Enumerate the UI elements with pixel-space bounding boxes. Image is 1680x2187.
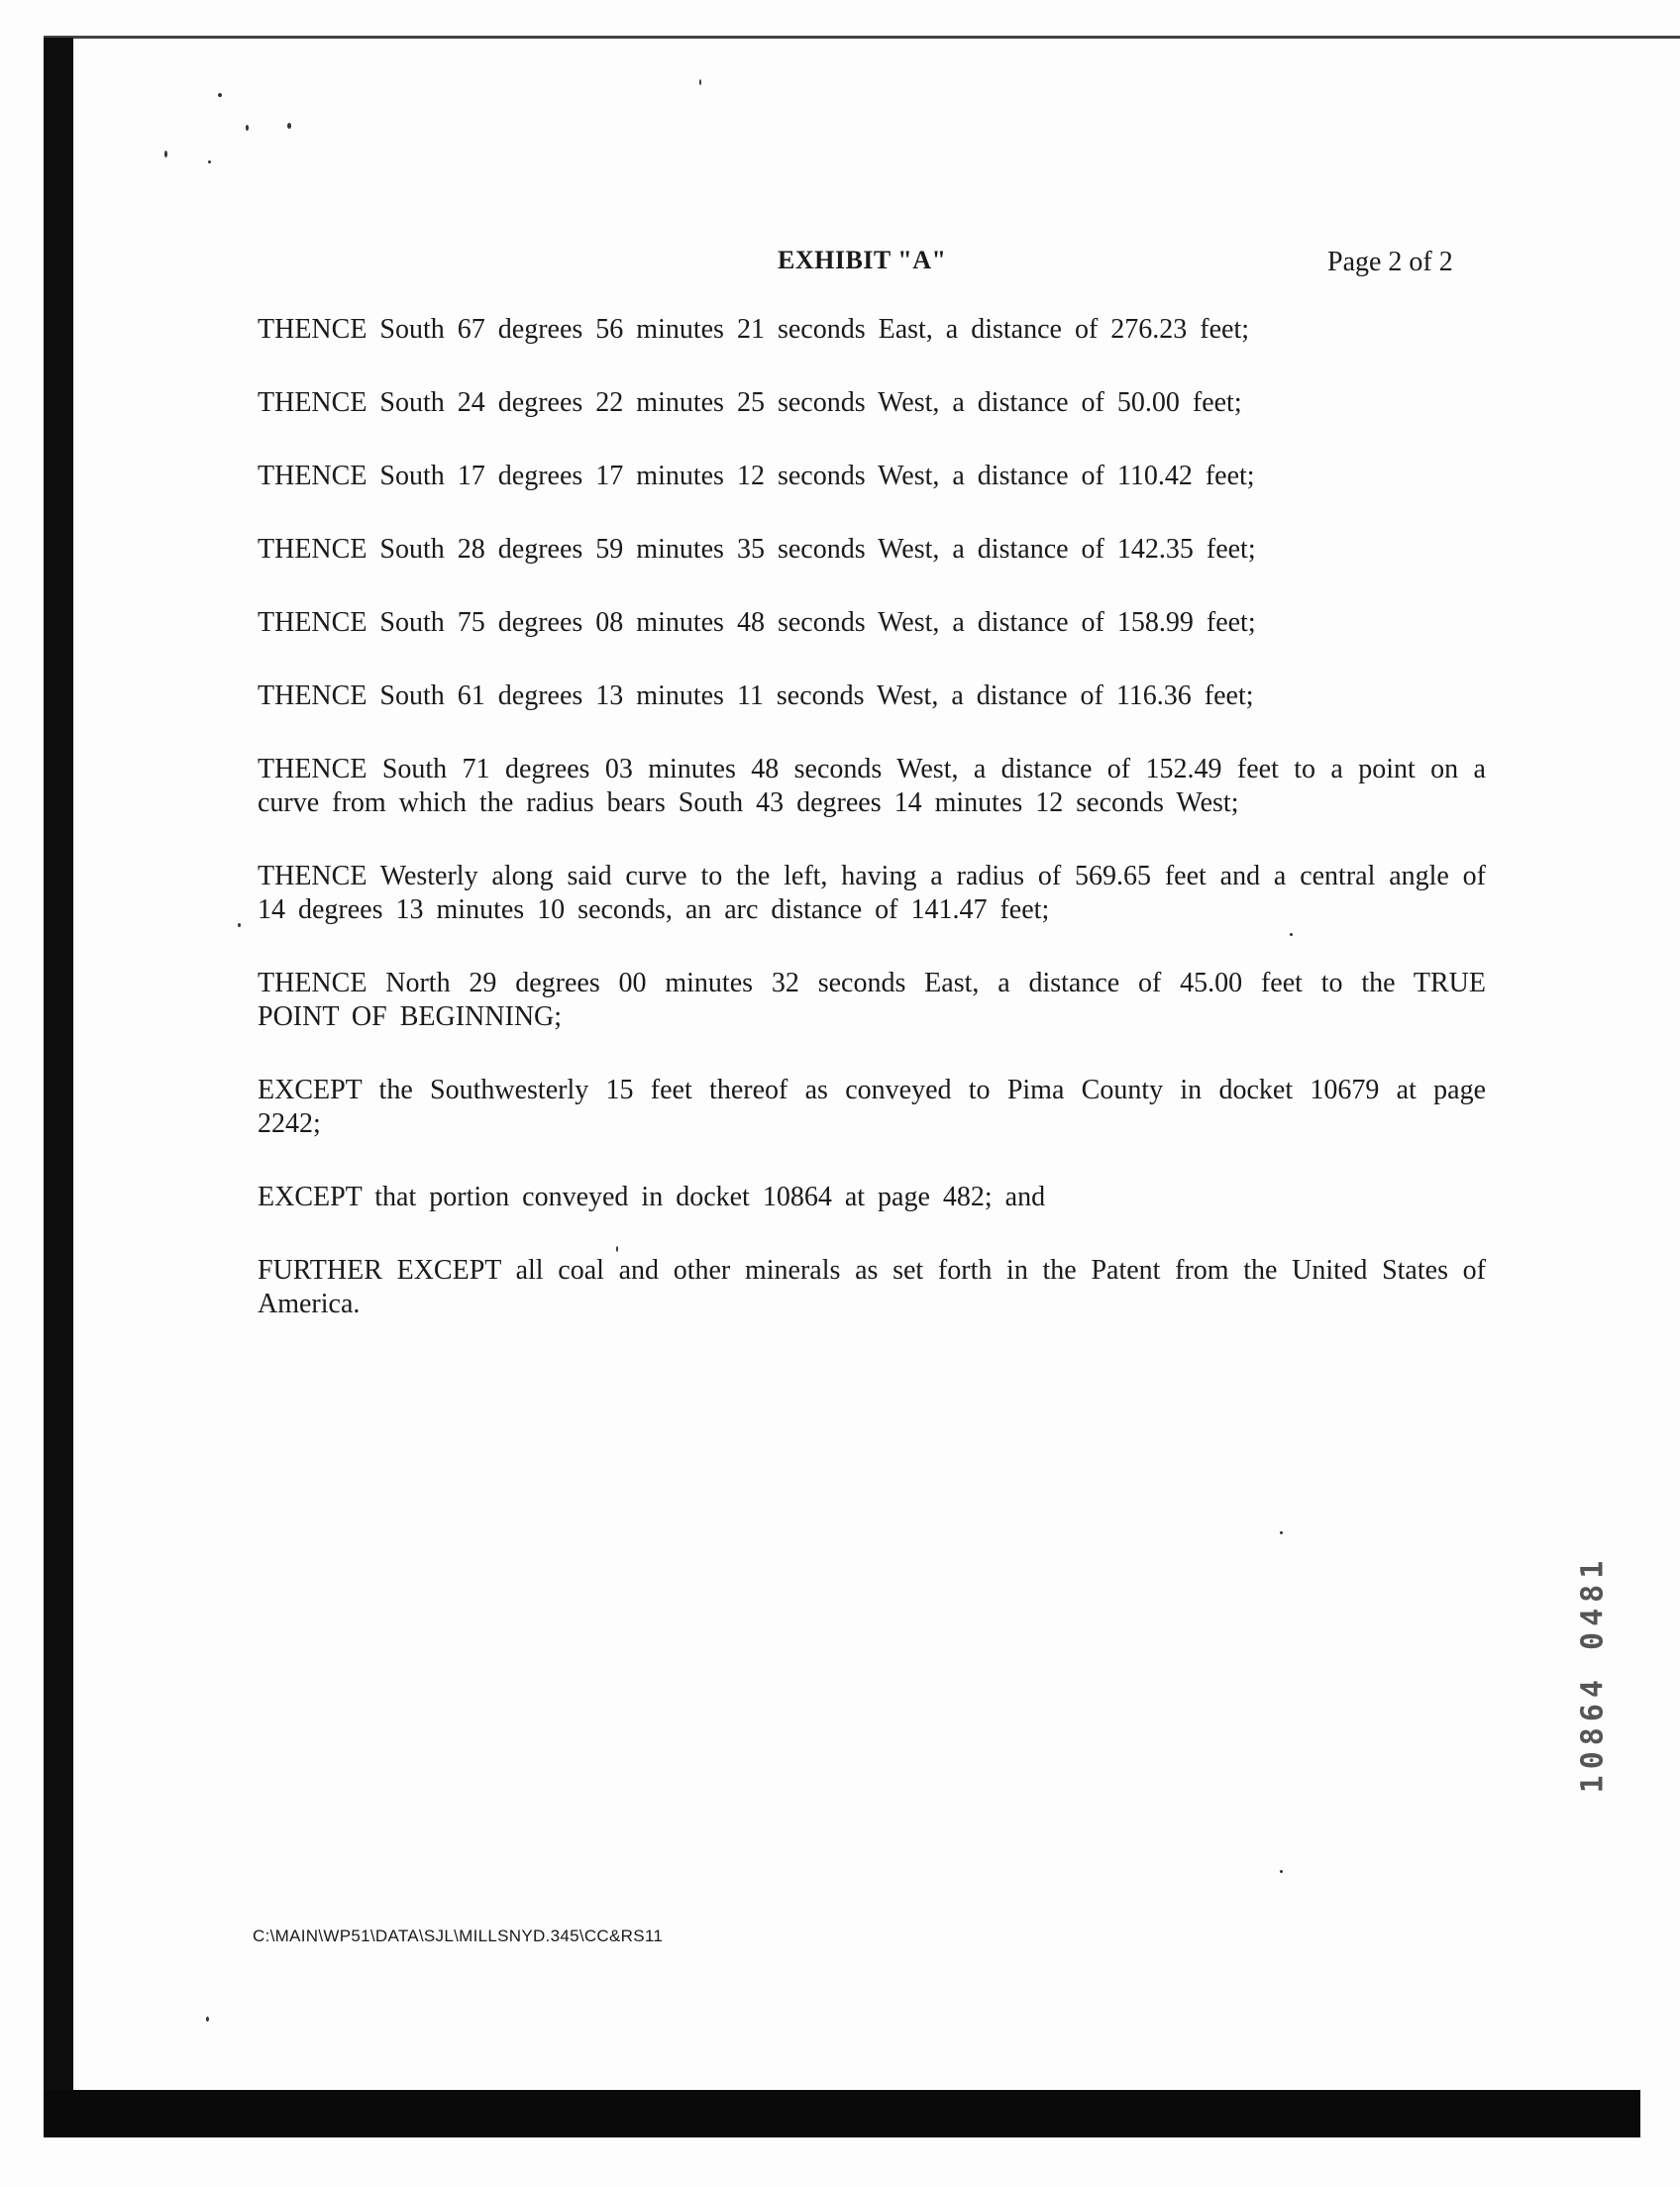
scan-speck [208,160,211,163]
exhibit-title: EXHIBIT "A" [778,246,947,274]
recording-stamp [1573,1515,1613,1832]
mineral-exception-paragraph: FURTHER EXCEPT all coal and other minerals as set forth in the Patent from the United States of America. [258,1255,1486,1319]
scan-speck [206,2017,209,2022]
course-paragraph: THENCE South 61 degrees 13 minutes 11 seconds West, a distance of 116.36 feet; [258,680,1254,711]
recording-stamp-number: 10864 0481 [1575,1554,1611,1794]
curve-paragraph: THENCE Westerly along said curve to the left, having a radius of 569.65 feet and a central angle of 14 degrees 13 minutes 10 seconds, an arc distance of 141.47 feet; [258,861,1486,925]
scan-border-left [44,38,73,2108]
course-paragraph: THENCE South 28 degrees 59 minutes 35 seconds West, a distance of 142.35 feet; [258,534,1256,565]
page-number: Page 2 of 2 [1327,247,1453,277]
scan-speck [1280,1531,1283,1534]
course-paragraph: THENCE South 24 degrees 22 minutes 25 seconds West, a distance of 50.00 feet; [258,387,1242,418]
legal-description [258,313,1486,1361]
scan-border-bottom [44,2090,1640,2137]
exception-paragraph: EXCEPT that portion conveyed in docket 10864 at page 482; and [258,1182,1046,1212]
scan-border-top [44,36,1680,39]
scan-speck [1280,1870,1283,1873]
closing-course-paragraph: THENCE North 29 degrees 00 minutes 32 seconds East, a distance of 45.00 feet to the TRUE POINT OF BEGINNING; [258,968,1486,1032]
scan-speck [238,923,241,927]
scan-speck [699,79,701,85]
scan-speck [246,125,249,131]
course-paragraph: THENCE South 67 degrees 56 minutes 21 seconds East, a distance of 276.23 feet; [258,314,1250,345]
exception-paragraph: EXCEPT the Southwesterly 15 feet thereof as conveyed to Pima County in docket 10679 at page 2242; [258,1075,1486,1139]
scan-speck [218,93,222,97]
file-path-footer: C:\MAIN\WP51\DATA\SJL\MILLSNYD.345\CC&RS11 [253,1927,664,1945]
course-paragraph: THENCE South 71 degrees 03 minutes 48 seconds West, a distance of 152.49 feet to a point on a curve from which the radius bears South 43 degrees 14 minutes 12 seconds West; [258,754,1486,818]
scan-speck [287,123,291,129]
scan-speck [164,151,167,157]
course-paragraph: THENCE South 17 degrees 17 minutes 12 seconds West, a distance of 110.42 feet; [258,461,1255,491]
course-paragraph: THENCE South 75 degrees 08 minutes 48 seconds West, a distance of 158.99 feet; [258,607,1256,638]
